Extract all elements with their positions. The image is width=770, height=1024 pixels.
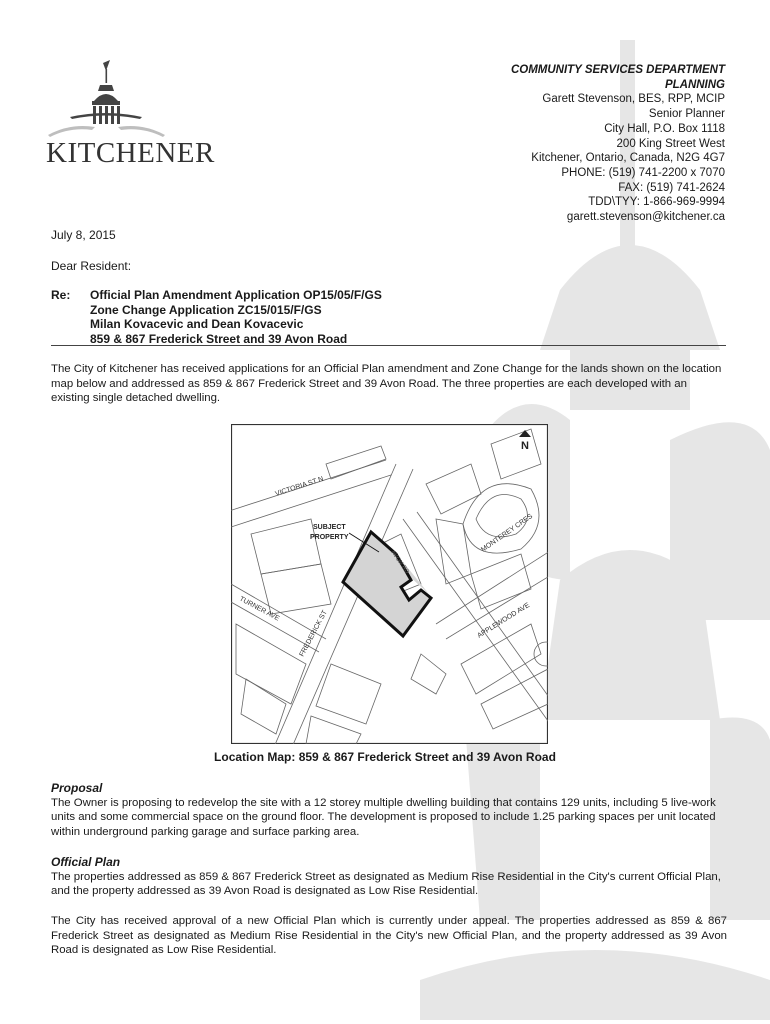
official-plan-section: [51, 855, 727, 899]
subject-property-label: SUBJECT: [313, 524, 346, 531]
official-plan-paragraph: The properties addressed as 859 & 867 Frederick Street as designated as Medium Rise Residential in the City's current Official Plan, and the property addressed as 39 Avon Road is designated as Low Rise Residential.: [51, 870, 721, 898]
department-name: COMMUNITY SERVICES DEPARTMENT: [510, 64, 725, 76]
map-label-monterey: MONTEREY CRES: [480, 512, 535, 554]
letter-date: July 8, 2015: [51, 228, 116, 242]
phone-line: PHONE: (519) 741-2200 x 7070: [561, 166, 725, 179]
address-line: Kitchener, Ontario, Canada, N2G 4G7: [531, 152, 725, 165]
map-label-frederick: FREDERICK ST: [298, 609, 329, 658]
map-label-applewood: APPLEWOOD AVE: [476, 601, 532, 640]
subject-divider: [51, 345, 726, 346]
re-label: Re:: [51, 288, 71, 302]
department-header: [511, 63, 725, 225]
proposal-paragraph: The Owner is proposing to redevelop the site with a 12 storey multiple dwelling building that contains 129 units, including 5 live-work units and some commercial space on the ground floor. The development is proposed to include 1.25 parking spaces per unit located within underground parking garage and surface parking area.: [51, 796, 716, 838]
location-map: [231, 424, 548, 744]
intro-paragraph: The City of Kitchener has received applications for an Official Plan amendment and Zone Change for the lands shown on the location map below and addressed as 859 & 867 Frederick Street and 39 Avon Road. The three properties are each developed with an existing single detached dwelling.: [51, 363, 722, 405]
logo-wordmark: KITCHENER: [46, 137, 215, 169]
map-label-victoria: VICTORIA ST N: [274, 475, 325, 498]
address-line: City Hall, P.O. Box 1118: [604, 122, 725, 135]
map-label-turner: TURNER AVE: [238, 595, 281, 623]
re-line: Official Plan Amendment Application OP15/05/F/GS: [90, 288, 382, 302]
re-line: Milan Kovacevic and Dean Kovacevic: [90, 317, 304, 331]
department-division: PLANNING: [664, 78, 725, 91]
subject-block: [51, 288, 726, 346]
salutation: Dear Resident:: [51, 259, 132, 273]
email-link[interactable]: garett.stevenson@kitchener.ca: [566, 211, 725, 224]
re-line: 859 & 867 Frederick Street and 39 Avon Road: [90, 331, 348, 346]
address-line: 200 King Street West: [616, 137, 725, 150]
contact-title: Senior Planner: [648, 108, 725, 121]
subject-property-label: PROPERTY: [310, 534, 349, 541]
proposal-heading: Proposal: [51, 781, 103, 795]
north-arrow-label: N: [521, 440, 529, 452]
tdd-line: TDD\TYY: 1-866-969-9994: [588, 196, 725, 209]
re-line: Zone Change Application ZC15/015/F/GS: [90, 302, 322, 317]
official-plan-heading: Official Plan: [51, 855, 121, 869]
map-label-avon: AVON RD: [389, 549, 410, 576]
proposal-section: [51, 781, 727, 839]
contact-name: Garett Stevenson, BES, RPP, MCIP: [542, 93, 725, 106]
official-plan-paragraph-2: The City has received approval of a new Official Plan which is currently under appeal. The properties addressed as 859 & 867 Frederick Street as designated as Medium Rise Residential in the City's new Official Plan, and the property addressed as 39 Avon Road is designated as Low Rise Residential.: [51, 915, 727, 957]
map-caption: Location Map: 859 & 867 Frederick Street and 39 Avon Road: [214, 750, 556, 764]
fax-line: FAX: (519) 741-2624: [618, 181, 725, 194]
